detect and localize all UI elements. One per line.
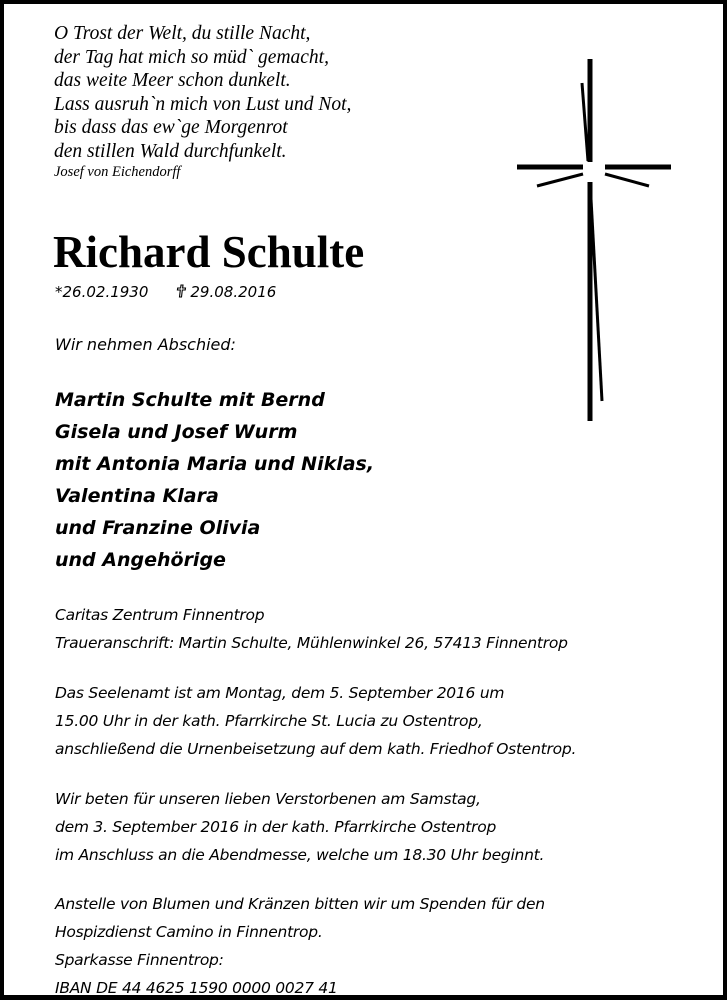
poem-line: das weite Meer schon dunkelt. bbox=[54, 70, 291, 91]
cross-icon bbox=[509, 49, 679, 429]
mourner-line: Valentina Klara bbox=[55, 485, 219, 507]
mourner-line: und Angehörige bbox=[55, 549, 226, 571]
prayer-line: dem 3. September 2016 in der kath. Pfarrkirche Ostentrop bbox=[55, 818, 497, 836]
poem-author: Josef von Eichendorff bbox=[54, 164, 181, 180]
prayer-service-info bbox=[55, 785, 544, 869]
address-line: Caritas Zentrum Finnentrop bbox=[55, 606, 265, 624]
service-line: Das Seelenamt ist am Montag, dem 5. September 2016 um bbox=[55, 684, 505, 702]
mourning-address bbox=[55, 601, 568, 657]
service-line: 15.00 Uhr in der kath. Pfarrkirche St. Lucia zu Ostentrop, bbox=[55, 712, 483, 730]
donation-info bbox=[55, 890, 545, 1002]
death-date-group bbox=[176, 283, 276, 301]
mourner-line: und Franzine Olivia bbox=[55, 517, 261, 539]
mourner-line: mit Antonia Maria und Niklas, bbox=[55, 453, 375, 475]
poem-line: Lass ausruh`n mich von Lust und Not, bbox=[54, 93, 352, 115]
donation-line: Anstelle von Blumen und Kränzen bitten wir um Spenden für den bbox=[55, 895, 545, 913]
prayer-line: im Anschluss an die Abendmesse, welche um 18.30 Uhr beginnt. bbox=[55, 846, 545, 864]
farewell-text: Wir nehmen Abschied: bbox=[55, 335, 236, 354]
donation-line: Hospizdienst Camino in Finnentrop. bbox=[55, 923, 323, 941]
cross-left-ray bbox=[537, 174, 583, 186]
poem-line: der Tag hat mich so müd` gemacht, bbox=[54, 46, 329, 68]
service-line: anschließend die Urnenbeisetzung auf dem kath. Friedhof Ostentrop. bbox=[55, 740, 577, 758]
prayer-line: Wir beten für unseren lieben Verstorbenen am Samstag, bbox=[55, 790, 481, 808]
deceased-name: Richard Schulte bbox=[53, 227, 365, 277]
cross-right-ray bbox=[605, 174, 649, 186]
cross-lower-sliver bbox=[591, 199, 602, 401]
birth-date: *26.02.1930 bbox=[55, 283, 149, 301]
mourner-line: Martin Schulte mit Bernd bbox=[55, 389, 325, 411]
poem-line: bis dass das ew`ge Morgenrot bbox=[54, 117, 288, 138]
death-date: 29.08.2016 bbox=[190, 283, 277, 301]
poem-line: O Trost der Welt, du stille Nacht, bbox=[54, 23, 311, 44]
mourners-list bbox=[55, 384, 374, 576]
cross-upper-sliver bbox=[582, 83, 588, 161]
mourner-line: Gisela und Josef Wurm bbox=[55, 421, 298, 443]
iban: IBAN DE 44 4625 1590 0000 0027 41 bbox=[55, 979, 338, 997]
cross-icon bbox=[176, 284, 187, 298]
requiem-service-info bbox=[55, 679, 576, 763]
life-dates bbox=[55, 281, 276, 303]
poem bbox=[54, 22, 351, 181]
address-line: Traueranschrift: Martin Schulte, Mühlenwinkel 26, 57413 Finnentrop bbox=[55, 634, 568, 652]
poem-line: den stillen Wald durchfunkelt. bbox=[54, 140, 287, 162]
bank-name: Sparkasse Finnentrop: bbox=[55, 951, 224, 969]
